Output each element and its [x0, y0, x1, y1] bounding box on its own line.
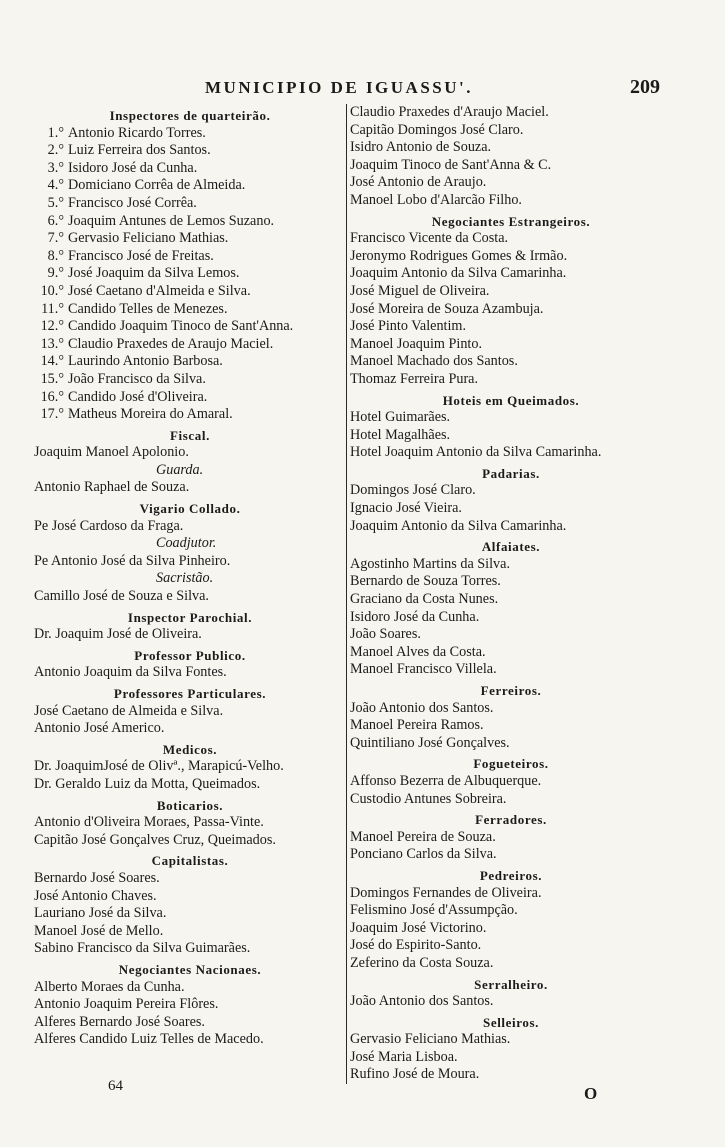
signature-mark: O: [584, 1084, 598, 1103]
list-item: Rufino José de Moura.: [350, 1066, 480, 1083]
list-item: João Antonio dos Santos.: [350, 699, 494, 716]
list-item: Dr. Joaquim José de Oliveira.: [34, 626, 202, 643]
list-item: Hotel Guimarães.: [350, 409, 451, 426]
list-item: Antonio d'Oliveira Moraes, Passa-Vinte.: [34, 814, 264, 831]
list-item: 15.° João Francisco da Silva.: [40, 370, 206, 387]
role-label: Guarda.: [156, 461, 204, 478]
list-item: Graciano da Costa Nunes.: [350, 591, 499, 608]
section-heading-professor-publico: Professor Publico.: [134, 647, 246, 663]
list-item: 4.° Domiciano Corrêa de Almeida.: [47, 177, 246, 194]
list-item: Manoel Lobo d'Alarcão Filho.: [350, 191, 522, 208]
left-column: [34, 104, 346, 1049]
inspectores-list: [34, 125, 346, 424]
list-item: Antonio José Americo.: [34, 720, 165, 737]
list-item: Lauriano José da Silva.: [34, 905, 167, 922]
list-item: Affonso Bezerra de Albuquerque.: [350, 772, 542, 789]
list-item: Isidoro José da Cunha.: [350, 608, 480, 625]
list-item: Pe Antonio José da Silva Pinheiro.: [34, 552, 231, 569]
list-item: Felismino José d'Assumpção.: [350, 902, 518, 919]
list-item: Dr. JoaquimJosé de Olivª., Marapicú-Velho.: [34, 758, 284, 775]
list-item: Alferes Bernardo José Soares.: [34, 1013, 205, 1030]
list-item: Sabino Francisco da Silva Guimarães.: [34, 940, 251, 957]
list-item: Manoel Joaquim Pinto.: [350, 335, 483, 352]
list-item: Camillo José de Souza e Silva.: [34, 588, 209, 605]
section-heading-ferradores: Ferradores.: [475, 812, 547, 828]
section-heading-medicos: Medicos.: [162, 741, 218, 757]
list-item: João Antonio dos Santos.: [350, 993, 494, 1010]
list-item: Bernardo de Souza Torres.: [350, 573, 501, 590]
column-divider: [346, 104, 347, 1084]
list-item: Agostinho Martins da Silva.: [350, 555, 510, 572]
list-item: 5.° Francisco José Corrêa.: [47, 194, 197, 211]
list-item: 16.° Candido José d'Oliveira.: [40, 388, 208, 405]
list-item: 10.° José Caetano d'Almeida e Silva.: [40, 282, 251, 299]
list-item: Domingos Fernandes de Oliveira.: [350, 884, 542, 901]
list-item: Manoel José de Mello.: [34, 922, 164, 939]
list-item: José Pinto Valentim.: [350, 318, 466, 335]
list-item: Ignacio José Vieira.: [350, 500, 462, 517]
list-item: Antonio Joaquim Pereira Flôres.: [34, 996, 219, 1013]
section-heading-selleiros: Selleiros.: [483, 1014, 539, 1030]
list-item: Dr. Geraldo Luiz da Motta, Queimados.: [34, 775, 261, 792]
list-item: Thomaz Ferreira Pura.: [350, 370, 479, 387]
list-item: 1.° Antonio Ricardo Torres.: [47, 124, 206, 141]
list-item: Joaquim Antonio da Silva Camarinha.: [350, 265, 567, 282]
list-item: Hotel Magalhães.: [350, 426, 451, 443]
list-item: Joaquim Tinoco de Sant'Anna & C.: [350, 156, 552, 173]
list-item: Manoel Pereira Ramos.: [350, 717, 484, 734]
role-label: Sacristão.: [156, 570, 214, 587]
list-item: Capitão José Gonçalves Cruz, Queimados.: [34, 831, 276, 848]
list-item: Antonio Raphael de Souza.: [34, 479, 190, 496]
section-heading-alfaiates: Alfaiates.: [481, 539, 541, 555]
list-item: 6.° Joaquim Antunes de Lemos Suzano.: [47, 212, 275, 229]
section-heading-hoteis: Hoteis em Queimados.: [442, 392, 580, 408]
section-heading-capitalistas: Capitalistas.: [151, 853, 229, 869]
section-heading-serralheiro: Serralheiro.: [474, 976, 548, 992]
list-item: 13.° Claudio Praxedes de Araujo Maciel.: [40, 335, 274, 352]
list-item: Manoel Francisco Villela.: [350, 661, 497, 678]
list-item: 11.° Candido Telles de Menezes.: [41, 300, 228, 317]
list-item: 17.° Matheus Moreira do Amaral.: [40, 406, 233, 423]
list-item: Manoel Alves da Costa.: [350, 643, 486, 660]
list-item: Quintiliano José Gonçalves.: [350, 734, 510, 751]
list-item: Francisco Vicente da Costa.: [350, 230, 509, 247]
list-item: Alberto Moraes da Cunha.: [34, 978, 185, 995]
list-item: Isidro Antonio de Souza.: [350, 139, 492, 156]
list-item: Custodio Antunes Sobreira.: [350, 790, 507, 807]
list-item: Alferes Candido Luiz Telles de Macedo.: [34, 1031, 264, 1048]
list-item: 14.° Laurindo Antonio Barbosa.: [40, 353, 223, 370]
list-item: José Antonio Chaves.: [34, 887, 157, 904]
list-item: José Caetano de Almeida e Silva.: [34, 702, 224, 719]
list-item: Zeferino da Costa Souza.: [350, 954, 494, 971]
section-heading-negociantes-estrangeiros: Negociantes Estrangeiros.: [431, 213, 591, 229]
section-heading-negociantes-nacionaes: Negociantes Nacionaes.: [118, 961, 262, 977]
page-header: [0, 78, 725, 104]
section-heading-fiscal: Fiscal.: [170, 427, 210, 443]
list-item: Antonio Joaquim da Silva Fontes.: [34, 664, 227, 681]
list-item: Ponciano Carlos da Silva.: [350, 846, 497, 863]
list-item: Joaquim Manoel Apolonio.: [34, 444, 189, 461]
list-item: José Moreira de Souza Azambuja.: [350, 300, 544, 317]
list-item: 3.° Isidoro José da Cunha.: [47, 159, 198, 176]
section-heading-vigario: Vigario Collado.: [139, 501, 241, 517]
folio-number: 64: [108, 1078, 123, 1094]
page-number: 209: [630, 76, 660, 98]
list-item: José Miguel de Oliveira.: [350, 282, 490, 299]
list-item: Manoel Pereira de Souza.: [350, 828, 496, 845]
list-item: 12.° Candido Joaquim Tinoco de Sant'Anna.: [40, 318, 294, 335]
list-item: José Antonio de Araujo.: [350, 174, 487, 191]
list-item: Bernardo José Soares.: [34, 869, 160, 886]
section-heading-padarias: Padarias.: [482, 465, 540, 481]
list-item: 2.° Luiz Ferreira dos Santos.: [47, 142, 211, 159]
role-label: Coadjutor.: [156, 535, 217, 552]
list-item: Joaquim José Victorino.: [350, 919, 487, 936]
section-heading-inspector-parochial: Inspector Parochial.: [127, 609, 253, 625]
section-heading-fogueteiros: Fogueteiros.: [473, 756, 549, 772]
list-item: Gervasio Feliciano Mathias.: [350, 1031, 511, 1048]
list-item: Capitão Domingos José Claro.: [350, 121, 524, 138]
list-item: José Maria Lisboa.: [350, 1048, 458, 1065]
section-heading-pedreiros: Pedreiros.: [479, 867, 543, 883]
section-heading-boticarios: Boticarios.: [156, 797, 224, 813]
right-column: [350, 104, 672, 1084]
running-title: MUNICIPIO DE IGUASSU'.: [205, 78, 473, 97]
list-item: Jeronymo Rodrigues Gomes & Irmão.: [350, 247, 568, 264]
list-item: José do Espirito-Santo.: [350, 937, 482, 954]
list-item: Hotel Joaquim Antonio da Silva Camarinha.: [350, 444, 602, 461]
list-item: 7.° Gervasio Feliciano Mathias.: [47, 230, 229, 247]
list-item: 8.° Francisco José de Freitas.: [47, 247, 214, 264]
list-item: João Soares.: [350, 626, 421, 643]
list-item: Pe José Cardoso da Fraga.: [34, 517, 184, 534]
section-heading-ferreiros: Ferreiros.: [480, 683, 542, 698]
list-item: Joaquim Antonio da Silva Camarinha.: [350, 517, 567, 534]
list-item: Manoel Machado dos Santos.: [350, 353, 518, 370]
section-heading-professores-particulares: Professores Particulares.: [113, 686, 267, 701]
list-item: 9.° José Joaquim da Silva Lemos.: [47, 265, 240, 282]
section-heading-inspectores: Inspectores de quarteirão.: [109, 108, 271, 123]
list-item: Domingos José Claro.: [350, 482, 476, 499]
list-item: Claudio Praxedes d'Araujo Maciel.: [350, 104, 549, 120]
